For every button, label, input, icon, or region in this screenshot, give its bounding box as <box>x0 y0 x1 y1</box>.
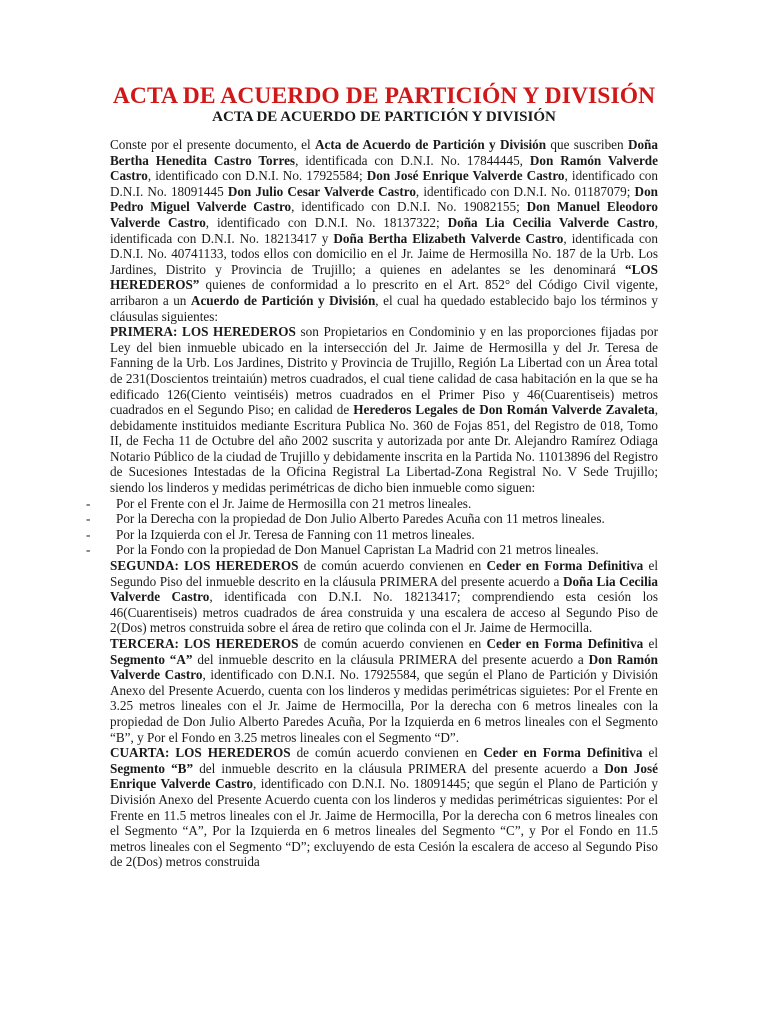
list-item <box>86 542 658 558</box>
intro-text-6: , identificado con D.N.I. No. 01187079; <box>415 183 635 199</box>
list-item-text: Por el Frente con el Jr. Jaime de Hermosilla con 21 metros lineales. <box>116 495 472 511</box>
intro-text-12: , el cual ha quedado establecido bajo los términos y cláusulas siguientes: <box>110 292 658 324</box>
clause-cuarta-text-2: el <box>642 745 658 761</box>
list-dash: - <box>86 511 91 527</box>
clause-segunda-text-1: de común acuerdo convienen en <box>298 558 487 574</box>
list-dash: - <box>86 542 91 558</box>
clause-segunda <box>110 558 658 636</box>
intro-bold-5: Don Julio Cesar Valverde Castro <box>227 183 416 199</box>
list-item-text: Por la Izquierda con el Jr. Teresa de Fanning con 11 metros lineales. <box>116 526 475 542</box>
clause-cuarta-bold-4: Don José Enrique Valverde Castro <box>110 760 658 792</box>
list-item-text: Por la Fondo con la propiedad de Don Manuel Capristan La Madrid con 21 metros lineales. <box>116 542 599 558</box>
clause-segunda-bold-2: Ceder en Forma Definitiva <box>486 558 644 574</box>
clause-segunda-text-2: el Segundo Piso del inmueble descrito en la cláusula PRIMERA del presente acuerdo a <box>110 558 658 589</box>
clause-primera-text-1: son Propietarios en Condominio y en las proporciones fijadas por Ley del bien inmueble ubicado en la intersección del Jr. Jaime de Hermosilla y del Jr. Teresa de Fanning de la Urb. Los Jardines, Distrito y Provincia de Trujillo, Región La Libertad con un Área total de 231(Doscientos treintaiún) metros cuadrados, el cual tiene calidad de casa habitación en la que se ha edificado 126(Ciento veintiséis) metros cuadrados en el Primer Piso y 46(Cuarentiseis) metros cuadrados en el Segundo Piso; en calidad de <box>110 324 658 418</box>
intro-text-10: , identificada con D.N.I. No. 40741133, todos ellos con domicilio en el Jr. Jaime de Hermosilla No. 187 de la Urb. Los Jardines, Distrito y Provincia de Trujillo; a quienes en adelantes se les denominará <box>110 230 658 277</box>
clause-segunda-text-3: , identificada con D.N.I. No. 18213417; comprendiendo esta cesión los 46(Cuarentiseis) metros cuadrados de área construida y una escalera de acceso al Segundo Piso de 2(Dos) metros construida sobre el área de retiro que colinda con el Jr. Jaime de Hermocilla. <box>110 589 658 636</box>
list-item <box>86 511 658 527</box>
clause-tercera-heading: TERCERA: LOS HEREDEROS <box>110 636 299 651</box>
intro-paragraph <box>110 137 658 324</box>
clause-cuarta-text-1: de común acuerdo convienen en <box>290 745 484 761</box>
list-dash: - <box>86 495 91 511</box>
intro-bold-6: Don Pedro Miguel Valverde Castro <box>110 183 658 215</box>
intro-bold-4: Don José Enrique Valverde Castro <box>366 168 565 184</box>
list-item <box>86 526 658 543</box>
intro-bold-7: Don Manuel Eleodoro Valverde Castro <box>110 199 658 230</box>
clause-tercera-text-1: de común acuerdo convienen en <box>298 636 487 651</box>
clause-cuarta-text-3: del inmueble descrito en la cláusula PRIMERA del presente acuerdo a <box>193 760 605 776</box>
clause-tercera-text-3: del inmueble descrito en la cláusula PRIMERA del presente acuerdo a <box>192 651 589 667</box>
clause-cuarta <box>110 745 658 870</box>
intro-bold-1: Acta de Acuerdo de Partición y División <box>315 137 547 152</box>
clause-cuarta-bold-3: Segmento “B” <box>110 760 194 776</box>
clause-segunda-heading: SEGUNDA: LOS HEREDEROS <box>110 558 299 574</box>
clause-cuarta-bold-2: Ceder en Forma Definitiva <box>483 745 643 761</box>
intro-bold-10: “LOS HEREDEROS” <box>110 261 658 293</box>
intro-text-2: que suscriben <box>546 137 628 152</box>
clause-cuarta-heading: CUARTA: LOS HEREDEROS <box>110 745 291 761</box>
intro-text-5: , identificado con D.N.I. No. 18091445 <box>110 168 658 199</box>
intro-text-8: , identificado con D.N.I. No. 18137322; <box>205 214 448 230</box>
list-item <box>86 495 658 512</box>
document-body <box>86 137 658 870</box>
clause-primera <box>110 324 658 496</box>
document-title: ACTA DE ACUERDO DE PARTICIÓN Y DIVISIÓN <box>112 83 656 109</box>
clause-tercera-text-4: , identificado con D.N.I. No. 17925584, que según el Plano de Partición y División Anexo del Presente Acuerdo, cuenta con los linderos y medidas perimétricas siguietes: Por el Frente en 3.25 metros lineales con el Jr. Jaime de Hermocilla, Por la derecha con 6 metros lineales con la propiedad de Don Julio Alberto Paredes Acuña, Por la Izquierda en 6 metros lineales con el Segmento “B”, y Por el Fondo en 3.25 metros lineales con el Segmento “D”. <box>110 667 658 745</box>
intro-text-3: , identificada con D.N.I. No. 17844445, <box>295 152 530 168</box>
intro-bold-3: Don Ramón Valverde Castro <box>110 152 658 184</box>
intro-text-4: , identificado con D.N.I. No. 17925584; <box>147 168 367 184</box>
intro-bold-8: Doña Lia Cecilia Valverde Castro <box>447 214 655 230</box>
intro-text-9: , identificada con D.N.I. No. 18213417 y <box>110 214 658 246</box>
list-item-text: Por la Derecha con la propiedad de Don Julio Alberto Paredes Acuña con 11 metros lineales. <box>116 511 605 527</box>
clause-tercera-text-2: el <box>643 636 658 651</box>
clause-primera-heading: PRIMERA: LOS HEREDEROS <box>110 324 296 340</box>
clause-cuarta-text-4: , identificado con D.N.I. No. 18091445; que según el Plano de Partición y División Anexo del Presente Acuerdo cuenta con los linderos y medidas perimétricas siguientes: Por el Frente en 11.5 metros lineales con el Jr. Jaime de Hermocilla, Por la derecha con 6 metros lineales con el Segmento “A”, Por la Izquierda en 6 metros lineales del Segmento “C”, y Por el Fondo en 11.5 metros lineales con el Segmento “D”; excluyendo de esta Cesión la escalera de acceso al Segundo Piso de 2(Dos) metros construida <box>110 776 658 870</box>
intro-text-7: , identificado con D.N.I. No. 19082155; <box>291 199 527 215</box>
document-subtitle: ACTA DE ACUERDO DE PARTICIÓN Y DIVISIÓN <box>212 109 556 125</box>
clause-segunda-bold-3: Doña Lia Cecilia Valverde Castro <box>110 573 658 605</box>
intro-text-11: quienes de conformidad a lo prescrito en el Art. 852° del Código Civil vigente, arribaron a un <box>110 277 658 308</box>
clause-primera-text-2: , debidamente instituidos mediante Escritura Publica No. 360 de Fojas 851, del Registro de 018, Tomo II, de Fecha 11 de Octubre del año 2002 suscrita y autorizada por ante Dr. Alejandro Ramírez Odiaga Notario Público de la ciudad de Trujillo y debidamente inscrita en la Partida No. 11013896 del Registro de Sucesiones Intestadas de la Oficina Registral La Libertad-Zona Registral No. V Sede Trujillo; siendo los linderos y medidas perimétricas de dicho bien inmueble como siguen: <box>110 402 658 496</box>
clause-tercera <box>110 636 658 745</box>
clause-primera-bold-2: Herederos Legales de Don Román Valverde Zavaleta <box>353 402 655 418</box>
intro-text-1: Conste por el presente documento, el <box>110 137 316 152</box>
intro-bold-9: Doña Bertha Elizabeth Valverde Castro <box>333 230 564 246</box>
list-dash: - <box>86 526 91 542</box>
clause-tercera-bold-2: Ceder en Forma Definitiva <box>486 636 644 651</box>
intro-bold-2: Doña Bertha Henedita Castro Torres <box>110 137 658 168</box>
clause-tercera-bold-4: Don Ramón Valverde Castro <box>110 651 658 683</box>
clause-tercera-bold-3: Segmento “A” <box>110 651 193 667</box>
linderos-list <box>86 495 658 558</box>
intro-bold-11: Acuerdo de Partición y División <box>190 292 376 308</box>
